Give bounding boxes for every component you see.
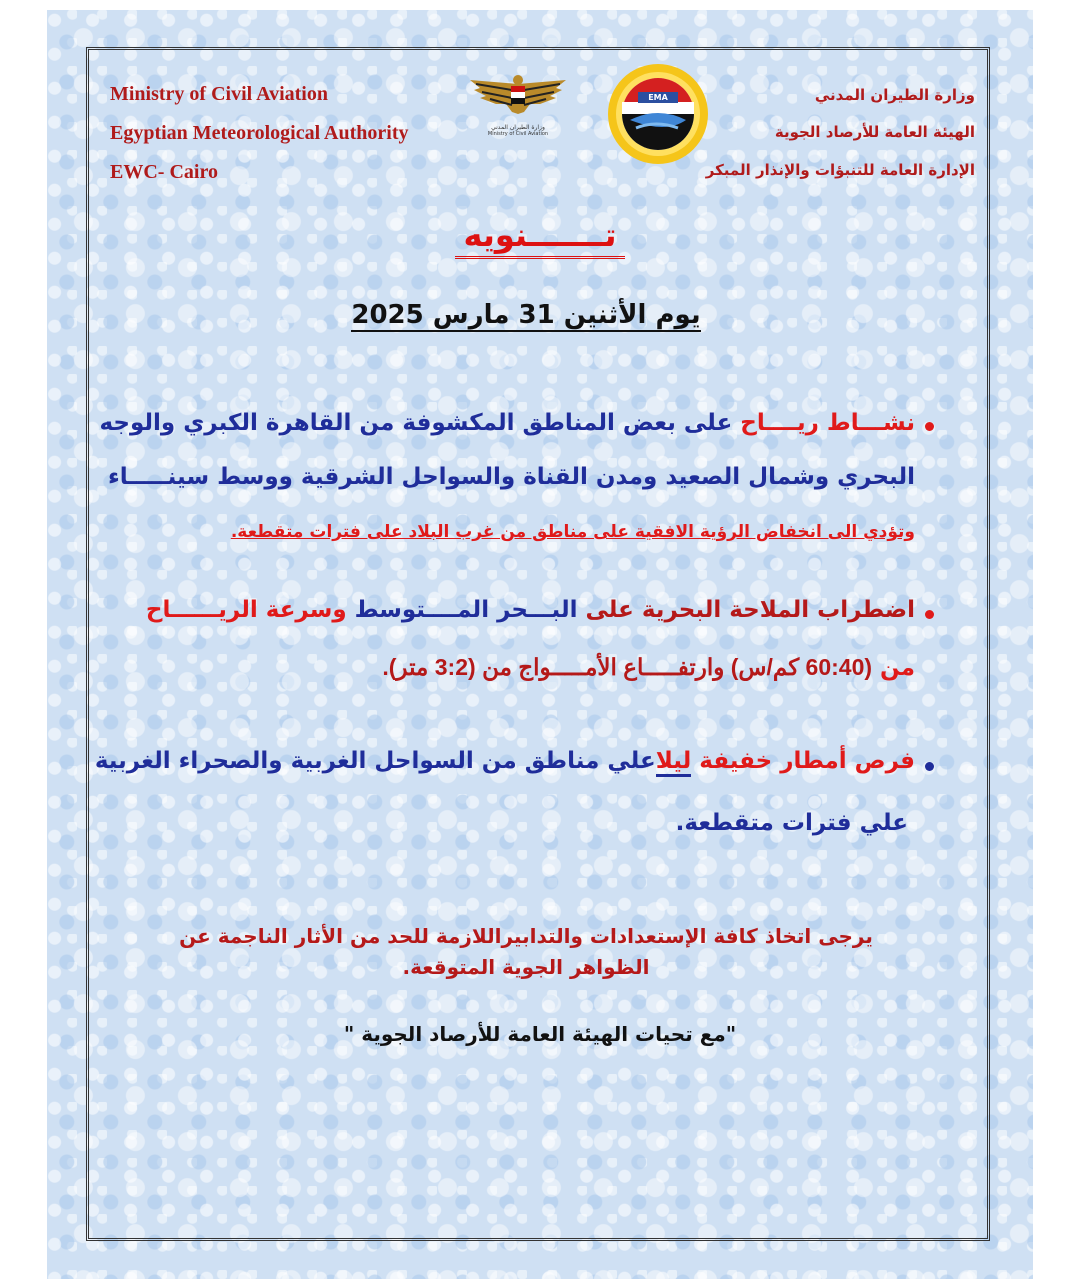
bullet-3-text-c: علي مناطق من السواحل الغربية والصحراء الغربية (94, 748, 656, 774)
bullet-3-line-1 (95, 748, 915, 774)
bullet-3-line-2: علي فترات متقطعة. (675, 810, 908, 836)
header-ar-department: الإدارة العامة للتنبؤات والإنذار المبكر (705, 161, 975, 179)
bullet-3-text-a: فرص أمطار خفيفة (691, 748, 915, 774)
header-en-authority: Egyptian Meteorological Authority (110, 122, 409, 144)
header-ar-ministry: وزارة الطيران المدني (814, 86, 975, 104)
bullet-3-dot (925, 762, 934, 771)
bullet-1-highlight: نشـــاط ريــــاح (740, 410, 915, 436)
bullet-1-line-1 (99, 410, 915, 436)
ministry-logo-subcaption: Ministry of Civil Aviation (487, 131, 549, 137)
ema-sun-logo (606, 62, 710, 166)
bullet-2-dot (925, 610, 934, 619)
closing-greeting: "مع تحيات الهيئة العامة للأرصاد الجوية " (343, 1022, 737, 1046)
header-en-center: EWC- Cairo (110, 161, 218, 183)
closing-line-2: الظواهر الجوية المتوقعة. (402, 955, 650, 979)
ministry-logo-caption: وزارة الطيران المدني (491, 124, 545, 131)
bullet-2-from: من (872, 655, 915, 681)
bullet-1-line-2: البحري وشمال الصعيد ومدن القناة والسواحل الشرقية ووسط سينـــــاء (107, 464, 915, 490)
notice-title (0, 216, 1080, 254)
notice-title-text: تـــــــنويه (455, 216, 624, 259)
bullet-2-sea: البـــحر المــــتوسط (354, 597, 578, 623)
bullet-1-line-3: وتؤدي الى انخفاض الرؤية الافقية على مناطق من غرب البلاد على فترات متقطعة. (230, 522, 915, 542)
ema-logo-text: EMA (648, 93, 668, 102)
header-en-ministry: Ministry of Civil Aviation (110, 83, 328, 105)
bullet-2-line-2 (382, 654, 915, 681)
closing-line-1: يرجى اتخاذ كافة الإستعدادات والتدابيراللازمة للحد من الأثار الناجمة عن (179, 924, 873, 948)
bullet-1-dot (925, 422, 934, 431)
bullet-3-night: ليلا (656, 748, 692, 777)
header-ar-authority: الهيئة العامة للأرصاد الجوية (774, 123, 975, 141)
ministry-eagle-logo (466, 74, 570, 138)
bullet-1-text: على بعض المناطق المكشوفة من القاهرة الكبري والوجه (99, 410, 733, 436)
bullet-2-line-1 (146, 597, 915, 623)
notice-date (0, 300, 1052, 330)
bullet-2-values: (60:40 كم/س) وارتفـــــاع الأمـــــواج من (3:2 متر). (382, 654, 873, 680)
bullet-2-text-a: اضطراب الملاحة البحرية على (577, 597, 915, 623)
notice-date-text: يوم الأثنين 31 مارس 2025 (351, 300, 701, 330)
bullet-2-text-c: وسرعة الريــــــاح (145, 597, 355, 623)
